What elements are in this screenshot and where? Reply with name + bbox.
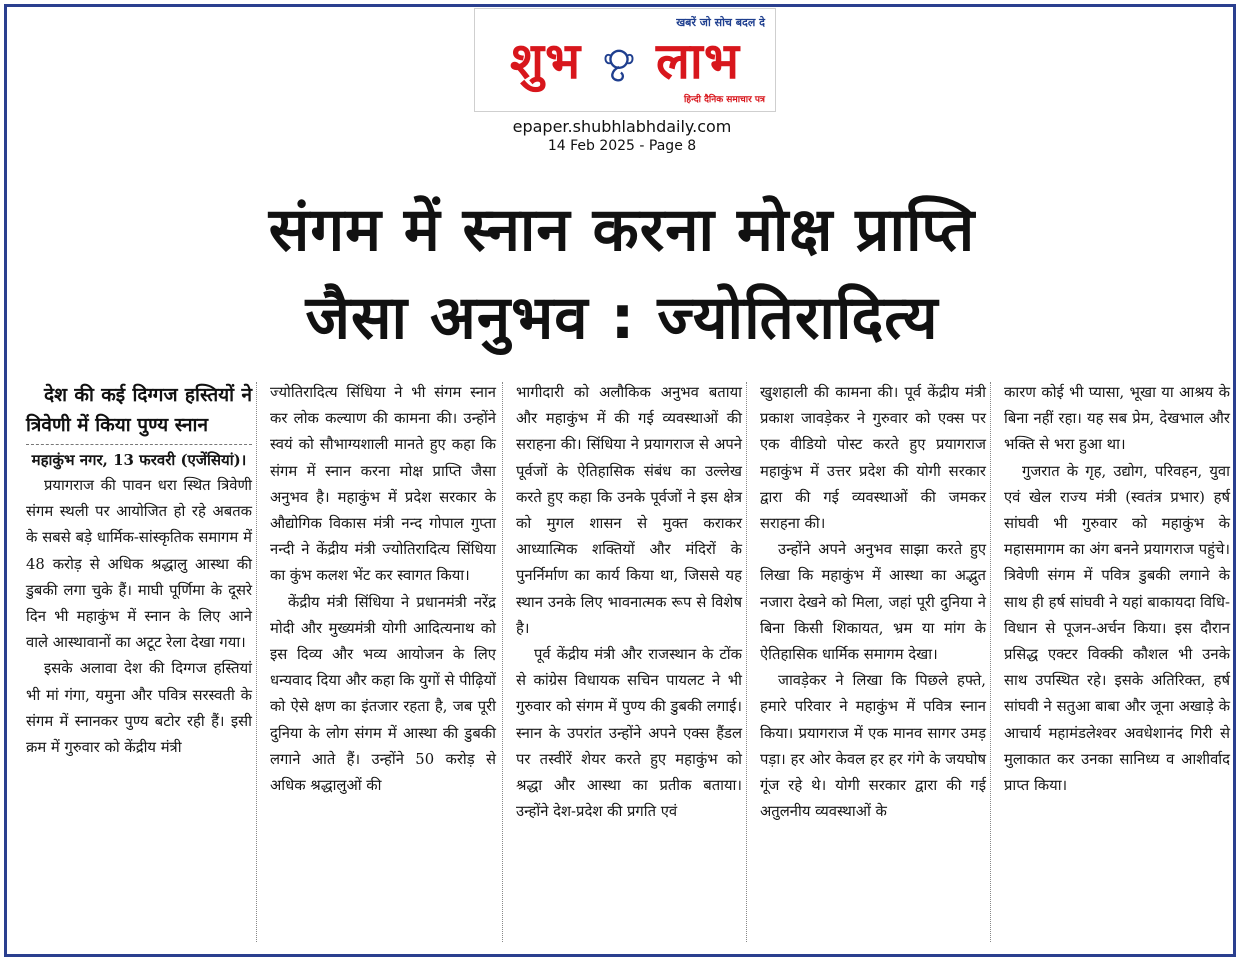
article-paragraph: प्रयागराज की पावन धरा स्थित त्रिवेणी संगम स्थली पर आयोजित हो रहे अबतक के सबसे बड़े धार्मिक-सांस्कृतिक समागम में 48 करोड़ से अधिक श्रद्धालु आस्था की डुबकी लगा चुके हैं। माघी पूर्णिमा के दूसरे दिन भी महाकुंभ में स्नान के लिए आने वाले आस्थावानों का अटूट रेला देखा गया। (26, 477, 252, 652)
subhead-divider (26, 444, 252, 445)
headline-line-1: संगम में स्नान करना मोक्ष प्राप्ति (268, 195, 976, 265)
article-paragraph: गुजरात के गृह, उद्योग, परिवहन, युवा एवं खेल राज्य मंत्री (स्वतंत्र प्रभार) हर्ष सांघवी भी गुरुवार को महाकुंभ के महासमागम का अंग बनने प्रयागराज पहुंचे। त्रिवेणी संगम में पवित्र डुबकी लगाने के साथ ही हर्ष सांघवी ने यहां बाकायदा विधि-विधान से पूजन-अर्चन किया। इस दौरान प्रसिद्ध एक्टर विक्की कौशल भी उनके साथ उपस्थित रहे। इसके अतिरिक्त, हर्ष सांघवी ने सतुआ बाबा और जूना अखाड़े के आचार्य महामंडलेश्वर अवधेशानंद गिरी से मुलाकात कर उनका सानिध्य व आशीर्वाद प्राप्त किया। (1004, 462, 1230, 795)
article-column-2 (270, 380, 496, 799)
masthead-tagline: खबरें जो सोच बदल दे (676, 16, 765, 29)
article-column-3 (516, 380, 742, 825)
column-divider (990, 382, 991, 942)
epaper-url[interactable]: epaper.shubhlabhdaily.com (512, 117, 732, 136)
article-paragraph: केंद्रीय मंत्री सिंधिया ने प्रधानमंत्री नरेंद्र मोदी और मुख्यमंत्री योगी आदित्यनाथ को इस दिव्य और भव्य आयोजन के लिए धन्यवाद दिया और कहा कि युगों से पीढ़ियों को ऐसे क्षण का इंतजार रहता है, जब पूरी दुनिया के लोग संगम में आस्था की डुबकी लगाने आते हैं। उन्होंने 50 करोड़ से अधिक श्रद्धालुओं की (270, 593, 496, 795)
masthead-subtitle: हिन्दी दैनिक समाचार पत्र (683, 95, 765, 105)
article-paragraph: भागीदारी को अलौकिक अनुभव बताया और महाकुंभ में की गई व्यवस्थाओं की सराहना की। सिंधिया ने प्रयागराज से अपने पूर्वजों के ऐतिहासिक संबंध का उल्लेख करते हुए कहा कि उनके पूर्वजों ने इस क्षेत्र को मुगल शासन से मुक्त कराकर आध्यात्मिक शक्तियों और मंदिरों के पुनर्निर्माण का कार्य किया था, जिससे यह स्थान उनके लिए भावनात्मक रूप से विशेष है। (516, 384, 742, 637)
column-divider (256, 382, 257, 942)
headline-line-2: जैसा अनुभव : ज्योतिरादित्य (305, 283, 939, 353)
article-column-1 (26, 380, 252, 761)
article-paragraph: कारण कोई भी प्यासा, भूखा या आश्रय के बिना नहीं रहा। यह सब प्रेम, देखभाल और भक्ति से भरा हुआ था। (1004, 384, 1230, 454)
page-headline (20, 186, 1224, 362)
article-column-4 (760, 380, 986, 825)
edition-date-page: 14 Feb 2025 - Page 8 (547, 138, 697, 154)
article-paragraph: खुशहाली की कामना की। पूर्व केंद्रीय मंत्री प्रकाश जावड़ेकर ने गुरुवार को एक्स पर एक वीडियो पोस्ट करते हुए प्रयागराज महाकुंभ में उत्तर प्रदेश की योगी सरकार द्वारा की गई व्यवस्थाओं की जमकर सराहना की। (760, 384, 986, 533)
article-paragraph: पूर्व केंद्रीय मंत्री और राजस्थान के टोंक से कांग्रेस विधायक सचिन पायलट ने भी गुरुवार को संगम में पुण्य की डुबकी लगाई। स्नान के उपरांत उन्होंने अपने एक्स हैंडल पर तस्वीरें शेयर करते हुए महाकुंभ को श्रद्धा और आस्था का प्रतीक बताया। उन्होंने देश-प्रदेश की प्रगति एवं (516, 646, 742, 821)
article-paragraph: उन्होंने अपने अनुभव साझा करते हुए लिखा कि महाकुंभ में आस्था का अद्भुत नजारा देखने को मिला, जहां पूरी दुनिया ने बिना किसी शिकायत, भ्रम या मांग के ऐतिहासिक धार्मिक समागम देखा। (760, 541, 986, 664)
logo-wordmark (475, 25, 775, 93)
article-paragraph: ज्योतिरादित्य सिंधिया ने भी संगम स्नान कर लोक कल्याण की कामना की। उन्होंने स्वयं को सौभाग्यशाली मानते हुए कहा कि संगम में स्नान करना मोक्ष प्राप्ति जैसा अनुभव है। महाकुंभ में प्रदेश सरकार के औद्योगिक विकास मंत्री नन्द गोपाल गुप्ता नन्दी ने केंद्रीय मंत्री ज्योतिरादित्य सिंधिया का कुंभ कलश भेंट कर स्वागत किया। (270, 384, 496, 585)
ganesh-icon (600, 45, 638, 85)
logo-part-2: लाभ (656, 32, 740, 90)
article-paragraph: जावड़ेकर ने लिखा कि पिछले हफ्ते, हमारे परिवार ने महाकुंभ में पवित्र स्नान किया। प्रयागराज में एक मानव सागर उमड़ पड़ा। हर ओर केवल हर हर गंगे के जयघोष गूंज रहे थे। योगी सरकार द्वारा की गई अतुलनीय व्यवस्थाओं के (760, 672, 986, 821)
article-paragraph: इसके अलावा देश की दिग्गज हस्तियां भी मां गंगा, यमुना और पवित्र सरस्वती के संगम में स्नानकर पुण्य बटोर रही हैं। इसी क्रम में गुरुवार को केंद्रीय मंत्री (26, 660, 252, 757)
masthead-logo (474, 8, 776, 112)
logo-part-1: शुभ (510, 32, 582, 90)
column-divider (746, 382, 747, 942)
article-column-5 (1004, 380, 1230, 799)
article-dateline: महाकुंभ नगर, 13 फरवरी (एजेंसियां)। (31, 451, 247, 469)
article-subhead: देश की कई दिग्गज हस्तियों ने त्रिवेणी में किया पुण्य स्नान (26, 384, 252, 436)
column-divider (502, 382, 503, 942)
edition-info (422, 117, 822, 155)
